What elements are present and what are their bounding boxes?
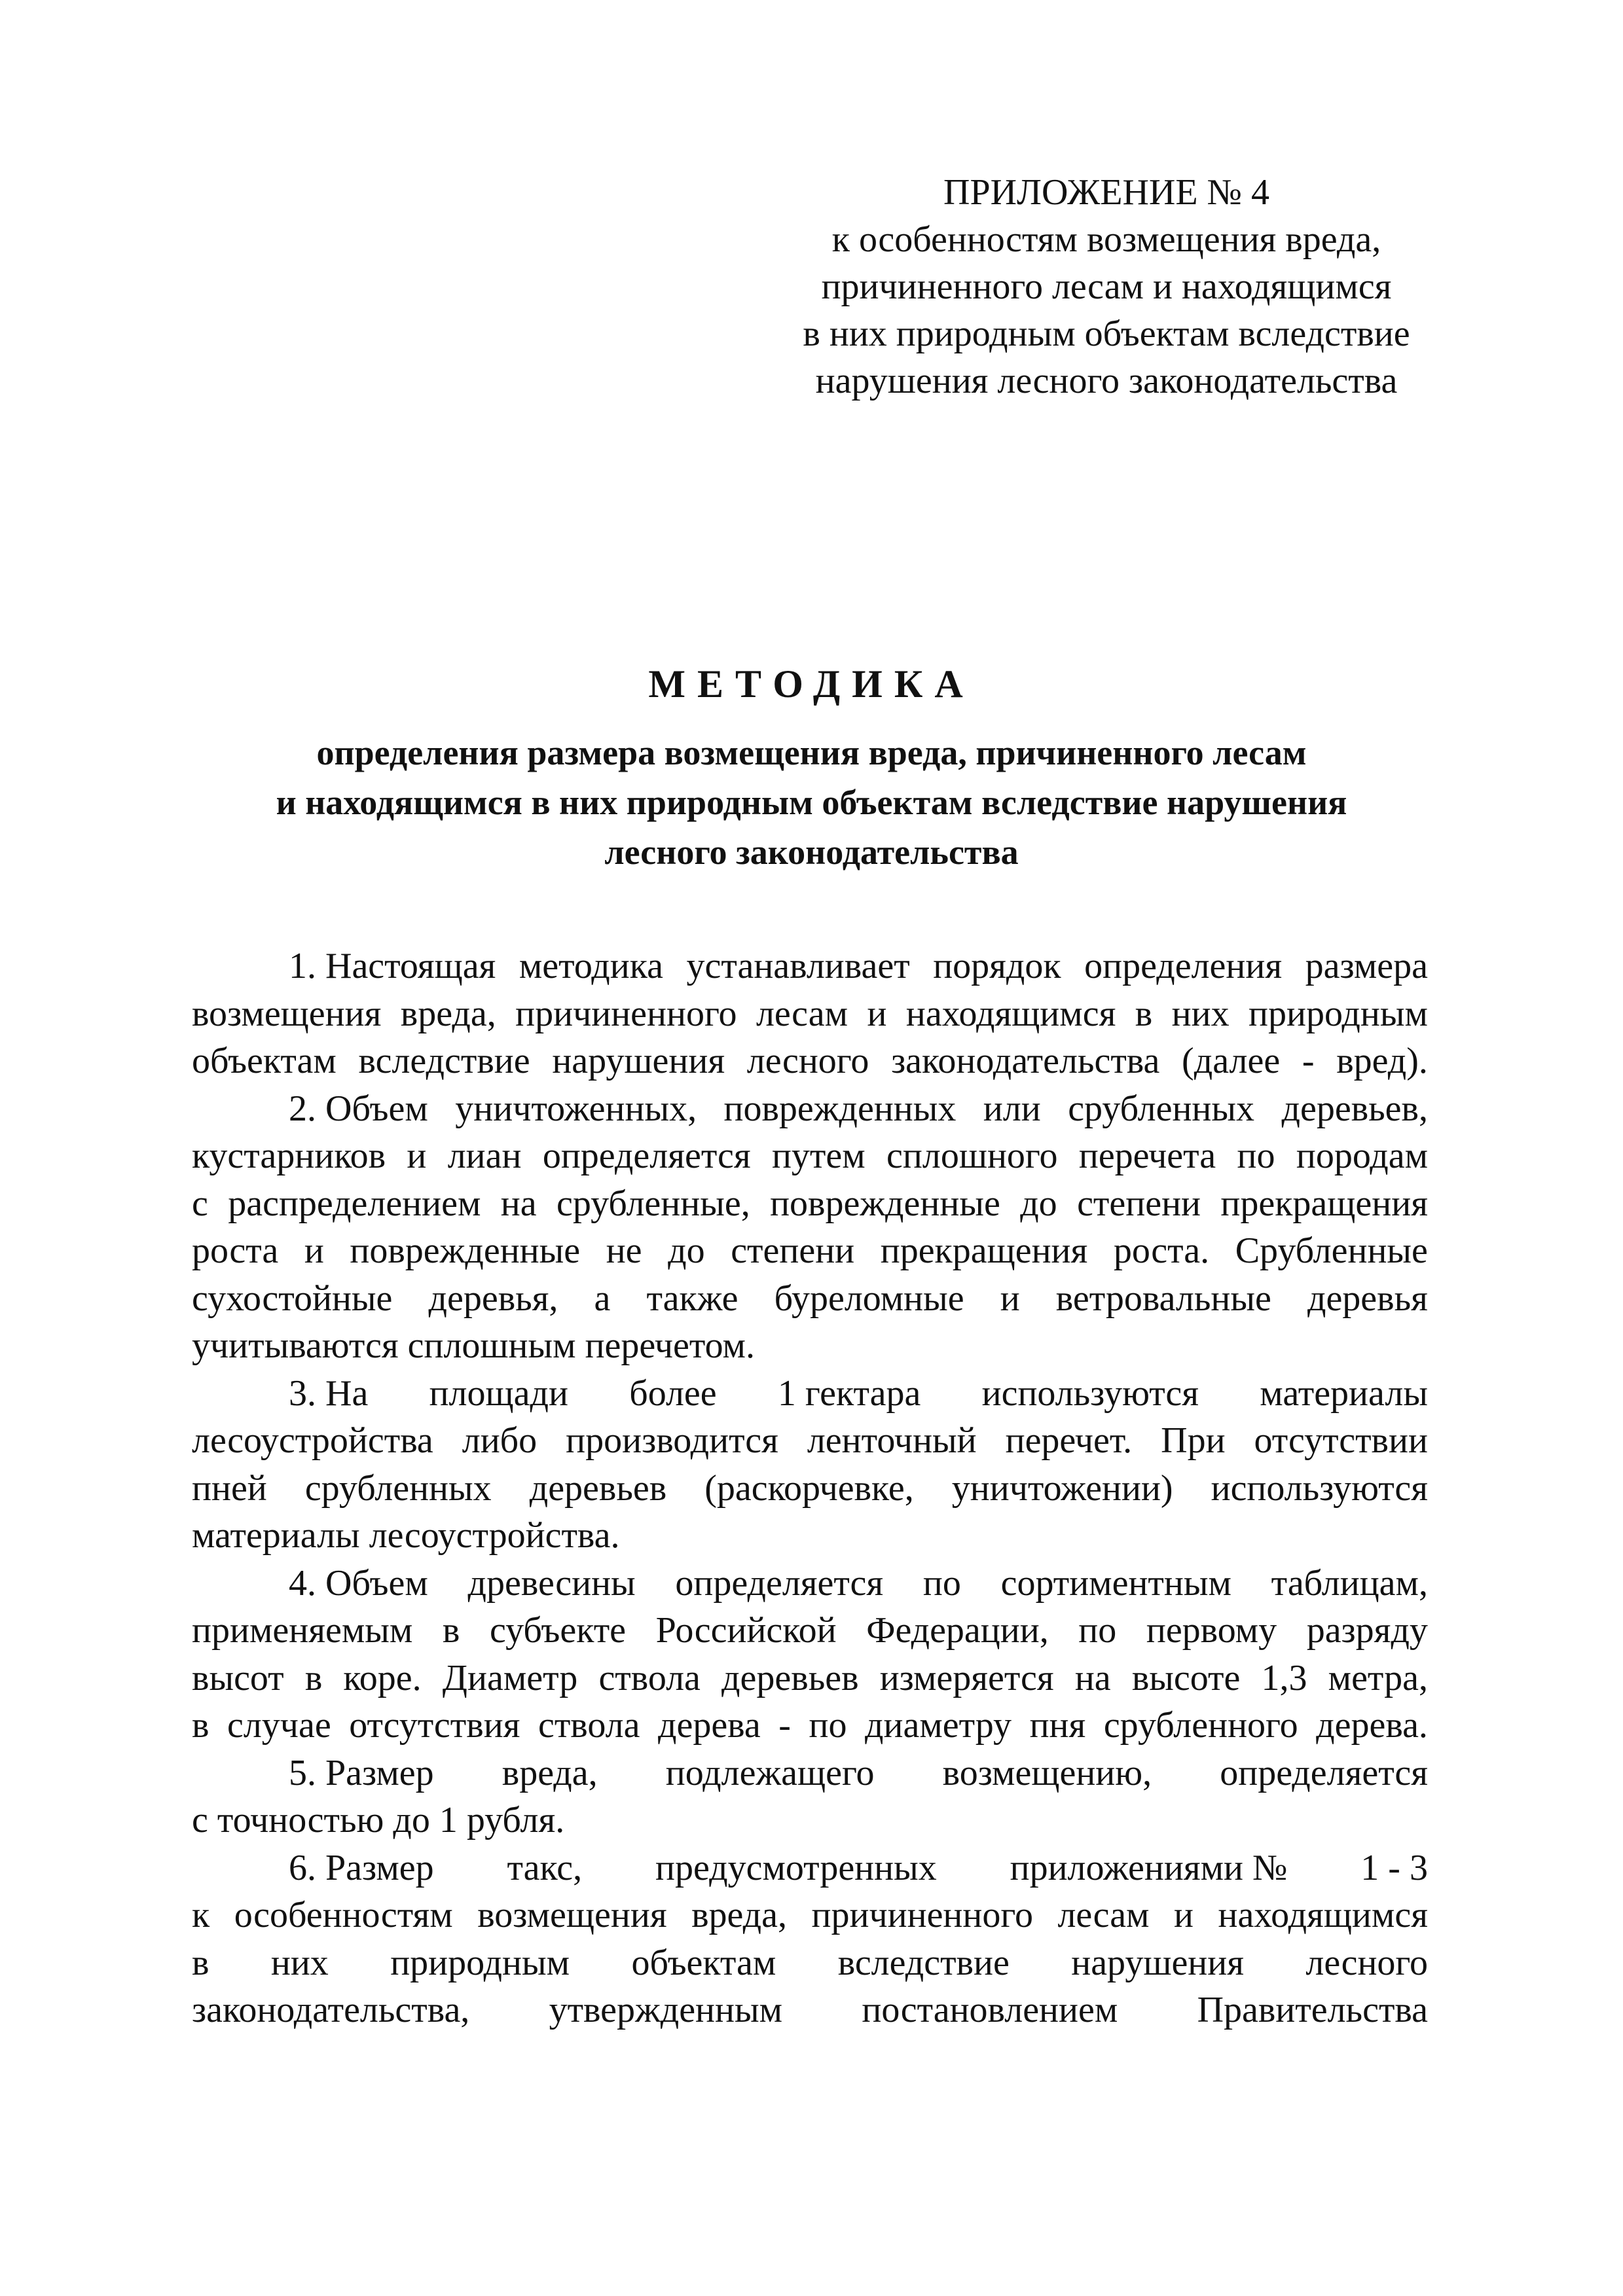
word: случае xyxy=(227,1705,331,1746)
word: 4. Объем xyxy=(289,1562,428,1604)
word: постановлением xyxy=(862,1990,1118,2030)
word: производится xyxy=(566,1420,778,1461)
paragraph-2-line xyxy=(192,1132,1428,1180)
paragraph-3-line xyxy=(192,1417,1428,1465)
word: ветровальные xyxy=(1055,1278,1271,1319)
appendix-line: нарушения лесного законодательства xyxy=(815,361,1398,401)
document-title: МЕТОДИКА xyxy=(648,662,975,706)
word: вследствие xyxy=(837,1942,1010,1983)
word: коре. xyxy=(343,1657,422,1698)
word: перечета xyxy=(1078,1136,1216,1176)
paragraph-2-line xyxy=(192,1085,1428,1133)
word: перечетом. xyxy=(585,1325,755,1366)
word: и xyxy=(1000,1278,1020,1319)
word: (далее xyxy=(1182,1041,1281,1081)
paragraph-2-line xyxy=(192,1275,1428,1323)
word: отсутствия xyxy=(349,1705,520,1746)
word: Российской xyxy=(655,1610,837,1651)
word: предусмотренных xyxy=(655,1847,937,1888)
word: них xyxy=(270,1942,329,1983)
paragraph-3-line xyxy=(192,1465,1428,1513)
word: Федерации, xyxy=(866,1610,1049,1651)
paragraph-4-line xyxy=(192,1655,1428,1702)
subtitle-line: лесного законодательства xyxy=(604,833,1019,872)
word: по xyxy=(1237,1136,1275,1176)
word: с xyxy=(192,1800,208,1840)
document-subtitle xyxy=(196,728,1427,877)
word: срубленных xyxy=(1068,1088,1255,1129)
word: возмещения xyxy=(477,1895,667,1935)
word: возмещения xyxy=(192,993,382,1034)
word: дерева xyxy=(657,1705,761,1746)
word: роста. xyxy=(1113,1230,1210,1271)
word: высоте xyxy=(1131,1657,1241,1698)
word: определения xyxy=(1084,946,1283,986)
word: ствола xyxy=(538,1705,640,1746)
word: диаметру xyxy=(865,1705,1012,1746)
word: роста xyxy=(192,1230,279,1271)
word: определяется xyxy=(1220,1752,1428,1793)
word: лесного xyxy=(1305,1942,1428,1983)
word: вреда, xyxy=(501,1752,598,1793)
word: Правительства xyxy=(1197,1990,1428,2030)
word: используются xyxy=(1211,1467,1428,1509)
word: и xyxy=(407,1136,427,1176)
word: При xyxy=(1161,1420,1226,1461)
word: срубленного xyxy=(1103,1705,1298,1746)
word: порядок xyxy=(933,946,1061,986)
word: утвержденным xyxy=(549,1990,783,2030)
paragraph-6-line xyxy=(192,1892,1428,1939)
word: природным xyxy=(1249,993,1428,1034)
word: особенностям xyxy=(234,1895,453,1935)
word: приложениями № xyxy=(1010,1847,1288,1888)
paragraph-2-line xyxy=(192,1322,1428,1370)
word: устанавливает xyxy=(686,946,910,986)
word: срубленные, xyxy=(556,1183,750,1224)
word: нарушения xyxy=(552,1041,725,1081)
word: (раскорчевке, xyxy=(704,1467,914,1509)
word: вследствие xyxy=(358,1041,530,1081)
word: объектам xyxy=(192,1041,337,1081)
word: вреда, xyxy=(691,1895,788,1935)
word: и xyxy=(304,1230,324,1271)
word: по xyxy=(809,1705,847,1746)
word: древесины xyxy=(467,1562,636,1604)
paragraph-6-line xyxy=(192,1939,1428,1987)
word: разряду xyxy=(1306,1610,1428,1651)
word: срубленных xyxy=(304,1467,492,1509)
word: до xyxy=(393,1800,430,1840)
word: них xyxy=(1171,993,1230,1034)
word: деревья, xyxy=(428,1278,558,1319)
word: сплошным xyxy=(407,1325,576,1366)
word: метра, xyxy=(1328,1657,1428,1698)
word: на xyxy=(500,1183,537,1224)
paragraph-4-line xyxy=(192,1702,1428,1749)
word: определяется xyxy=(675,1562,884,1604)
word: возмещению, xyxy=(942,1752,1152,1793)
paragraph-4-line xyxy=(192,1607,1428,1655)
word: законодательства xyxy=(891,1041,1160,1081)
word: измеряется xyxy=(879,1657,1054,1698)
word: или xyxy=(983,1088,1041,1129)
word: прекращения xyxy=(1220,1183,1428,1224)
word: уничтоженных, xyxy=(455,1088,697,1129)
word: более xyxy=(629,1372,717,1414)
word: до xyxy=(1020,1183,1057,1224)
word: находящимся xyxy=(1218,1895,1428,1935)
word: материалы xyxy=(192,1515,360,1556)
word: буреломные xyxy=(774,1278,964,1319)
word: причиненного xyxy=(811,1895,1033,1935)
word: перечет. xyxy=(1005,1420,1133,1461)
word: высот xyxy=(192,1657,284,1698)
word: площади xyxy=(429,1372,568,1414)
word: такс, xyxy=(507,1847,583,1888)
word: рубля. xyxy=(466,1800,565,1840)
word: - xyxy=(778,1705,791,1746)
paragraph-6-line xyxy=(192,1844,1428,1892)
word: лесам xyxy=(756,993,848,1034)
word: 1. Настоящая xyxy=(289,946,496,986)
word: вреда, xyxy=(400,993,496,1034)
paragraph-1-line xyxy=(192,1037,1428,1085)
paragraph-2-line xyxy=(192,1180,1428,1228)
word: с xyxy=(192,1183,208,1224)
word: нарушения xyxy=(1071,1942,1244,1983)
word: в xyxy=(1135,993,1153,1034)
paragraph-3-line xyxy=(192,1370,1428,1418)
word: также xyxy=(646,1278,739,1319)
paragraph-5-line xyxy=(192,1749,1428,1797)
word: лиан xyxy=(447,1136,522,1176)
word: деревьев, xyxy=(1281,1088,1428,1129)
appendix-line: к особенностям возмещения вреда, xyxy=(831,219,1381,260)
word: прекращения xyxy=(880,1230,1088,1271)
appendix-header xyxy=(773,169,1440,404)
word: 1,3 xyxy=(1261,1657,1307,1698)
appendix-line: в них природным объектам вследствие xyxy=(803,314,1410,354)
subtitle-line: и находящимся в них природным объектам вследствие нарушения xyxy=(276,783,1347,822)
word: объектам xyxy=(631,1942,776,1983)
word: распределением xyxy=(228,1183,481,1224)
paragraph-4-line xyxy=(192,1560,1428,1607)
word: первому xyxy=(1146,1610,1277,1651)
paragraph-1-line xyxy=(192,990,1428,1038)
word: отсутствии xyxy=(1254,1420,1428,1461)
word: вред). xyxy=(1336,1041,1428,1081)
word: 3. На xyxy=(289,1372,369,1414)
word: сплошного xyxy=(886,1136,1058,1176)
word: находящимся xyxy=(905,993,1116,1034)
word: подлежащего xyxy=(665,1752,875,1793)
word: - xyxy=(1302,1041,1315,1081)
paragraph-6-line xyxy=(192,1986,1428,2034)
word: породам xyxy=(1296,1136,1428,1176)
appendix-title: ПРИЛОЖЕНИЕ № 4 xyxy=(943,172,1269,213)
word: лесоустройства. xyxy=(369,1515,620,1556)
word: ленточный xyxy=(807,1420,977,1461)
word: кустарников xyxy=(192,1136,386,1176)
word: материалы xyxy=(1260,1372,1428,1414)
word: законодательства, xyxy=(192,1990,470,2030)
word: лесам xyxy=(1057,1895,1150,1935)
word: учитываются xyxy=(192,1325,399,1366)
paragraph-2-line xyxy=(192,1227,1428,1275)
word: пней xyxy=(192,1467,267,1509)
word: поврежденные xyxy=(350,1230,581,1271)
word: Срубленные xyxy=(1235,1230,1428,1271)
word: дерева. xyxy=(1316,1705,1428,1746)
word: таблицам, xyxy=(1271,1562,1428,1604)
word: поврежденных xyxy=(723,1088,957,1129)
word: сухостойные xyxy=(192,1278,393,1319)
word: 1 xyxy=(439,1800,458,1840)
word: степени xyxy=(1077,1183,1201,1224)
word: субъекте xyxy=(489,1610,627,1651)
word: не xyxy=(606,1230,642,1271)
word: либо xyxy=(462,1420,538,1461)
word: к xyxy=(192,1895,210,1935)
word: и xyxy=(1174,1895,1194,1935)
word: 6. Размер xyxy=(289,1847,434,1888)
word: в xyxy=(442,1610,460,1651)
subtitle-line: определения размера возмещения вреда, причиненного лесам xyxy=(316,733,1307,772)
word: путем xyxy=(771,1136,866,1176)
word: по xyxy=(1078,1610,1117,1651)
word: пня xyxy=(1029,1705,1086,1746)
word: природным xyxy=(390,1942,570,1983)
word: а xyxy=(594,1278,611,1319)
word: в xyxy=(304,1657,323,1698)
word: размера xyxy=(1305,946,1428,986)
word: в xyxy=(192,1705,210,1746)
word: деревья xyxy=(1307,1278,1428,1319)
word: Диаметр xyxy=(442,1657,578,1698)
word: деревьев xyxy=(529,1467,667,1509)
word: применяемым xyxy=(192,1610,413,1651)
paragraph-1-line xyxy=(192,942,1428,990)
word: в xyxy=(192,1942,210,1983)
word: методика xyxy=(519,946,663,986)
word: степени xyxy=(731,1230,855,1271)
word: точностью xyxy=(217,1800,384,1840)
word: уничтожении) xyxy=(951,1467,1173,1509)
word: на xyxy=(1074,1657,1111,1698)
word: деревьев xyxy=(721,1657,859,1698)
word: причиненного xyxy=(515,993,737,1034)
word: сортиментным xyxy=(1000,1562,1231,1604)
paragraph-3-line xyxy=(192,1512,1428,1560)
word: ствола xyxy=(598,1657,701,1698)
word: 1 - 3 xyxy=(1360,1847,1428,1888)
word: используются xyxy=(981,1372,1199,1414)
word: лесного xyxy=(746,1041,869,1081)
word: по xyxy=(922,1562,961,1604)
word: лесоустройства xyxy=(192,1420,433,1461)
appendix-line: причиненного лесам и находящимся xyxy=(821,266,1392,307)
word: поврежденные xyxy=(770,1183,1000,1224)
word: 5. Размер xyxy=(289,1752,434,1793)
word: и xyxy=(867,993,887,1034)
document-body xyxy=(192,942,1428,2034)
paragraph-5-line xyxy=(192,1797,1428,1844)
word: определяется xyxy=(542,1136,751,1176)
word: 2. Объем xyxy=(289,1088,428,1129)
word: 1 гектара xyxy=(777,1372,921,1414)
word: до xyxy=(668,1230,705,1271)
